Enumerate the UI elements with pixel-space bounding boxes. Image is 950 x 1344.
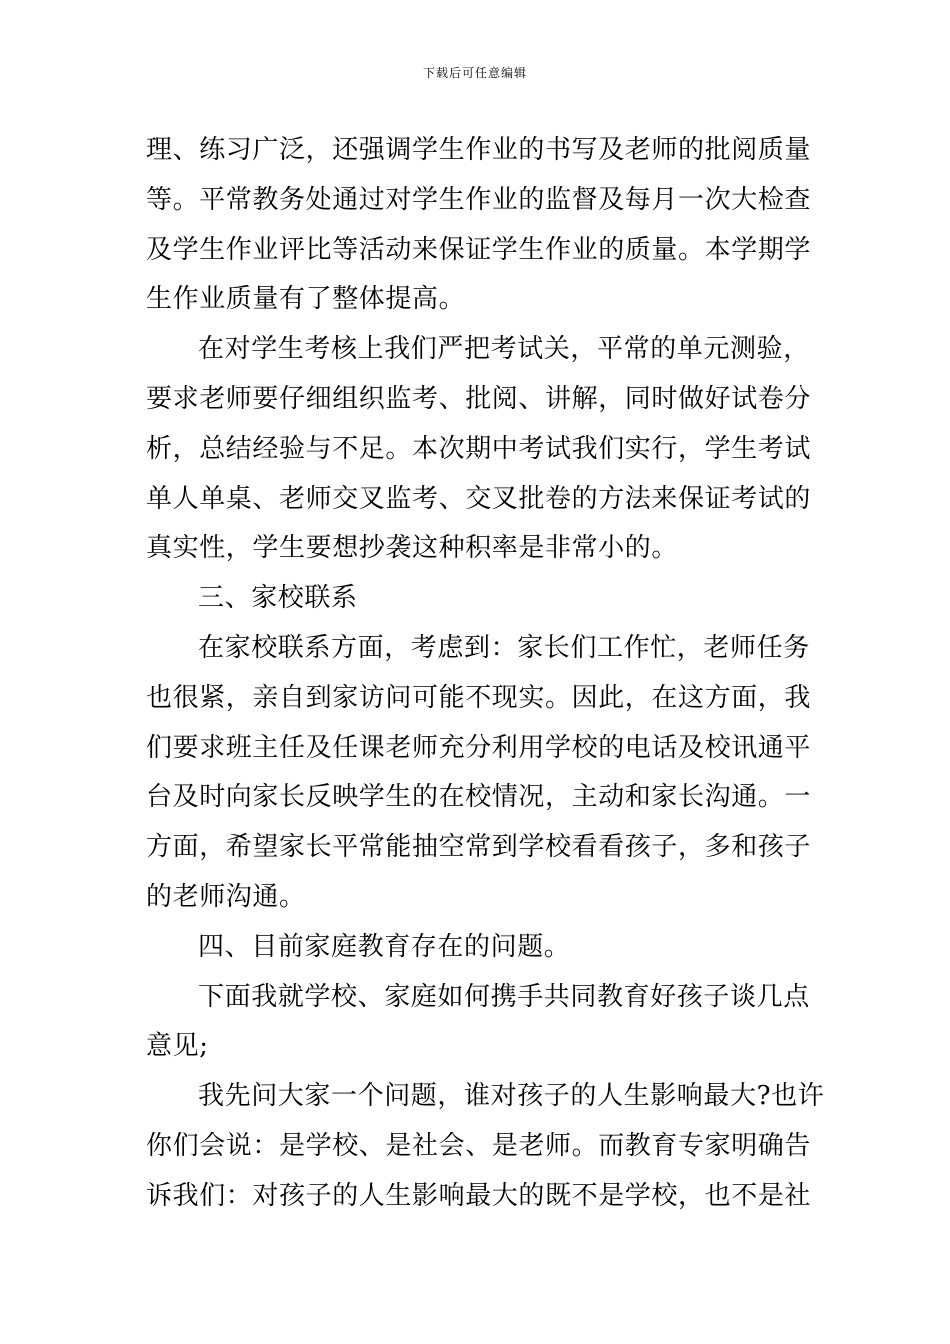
text-line: 们要求班主任及任课老师充分利用学校的电话及校讯通平 (146, 732, 812, 763)
document-body (146, 126, 825, 1222)
text-line: 单人单桌、老师交叉监考、交叉批卷的方法来保证考试的 (146, 483, 812, 514)
text-line: 你们会说：是学校、是社会、是老师。而教育专家明确告 (146, 1130, 812, 1161)
page-header: 下载后可任意编辑 (422, 66, 527, 80)
text-line: 等。平常教务处通过对学生作业的监督及每月一次大检查 (146, 184, 812, 215)
text-line: 也很紧，亲自到家访问可能不现实。因此，在这方面，我 (146, 682, 812, 713)
text-line: 台及时向家长反映学生的在校情况，主动和家长沟通。一 (146, 782, 812, 813)
text-line: 理、练习广泛，还强调学生作业的书写及老师的批阅质量 (146, 135, 812, 165)
text-line: 析，总结经验与不足。本次期中考试我们实行，学生考试 (146, 433, 812, 464)
section-heading: 四、目前家庭教育存在的问题。 (198, 931, 571, 962)
text-line: 生作业质量有了整体提高。 (146, 284, 466, 315)
text-line: 意见; (146, 1031, 209, 1062)
paragraph-first-line: 在家校联系方面，考虑到：家长们工作忙，老师任务 (198, 632, 810, 663)
paragraph-first-line: 在对学生考核上我们严把考试关，平常的单元测验， (198, 334, 810, 365)
text-line: 的老师沟通。 (146, 881, 306, 912)
text-line: 真实性，学生要想抄袭这种积率是非常小的。 (146, 533, 679, 564)
text-line: 及学生作业评比等活动来保证学生作业的质量。本学期学 (146, 234, 812, 265)
text-line: 要求老师要仔细组织监考、批阅、讲解，同时做好试卷分 (146, 383, 812, 414)
text-line: 诉我们：对孩子的人生影响最大的既不是学校，也不是社 (146, 1180, 812, 1211)
paragraph-first-line: 我先问大家一个问题，谁对孩子的人生影响最大?也许 (198, 1081, 825, 1112)
paragraph-first-line: 下面我就学校、家庭如何携手共同教育好孩子谈几点 (198, 981, 810, 1012)
section-heading: 三、家校联系 (198, 583, 358, 614)
text-line: 方面，希望家长平常能抽空常到学校看看孩子，多和孩子 (146, 832, 812, 863)
